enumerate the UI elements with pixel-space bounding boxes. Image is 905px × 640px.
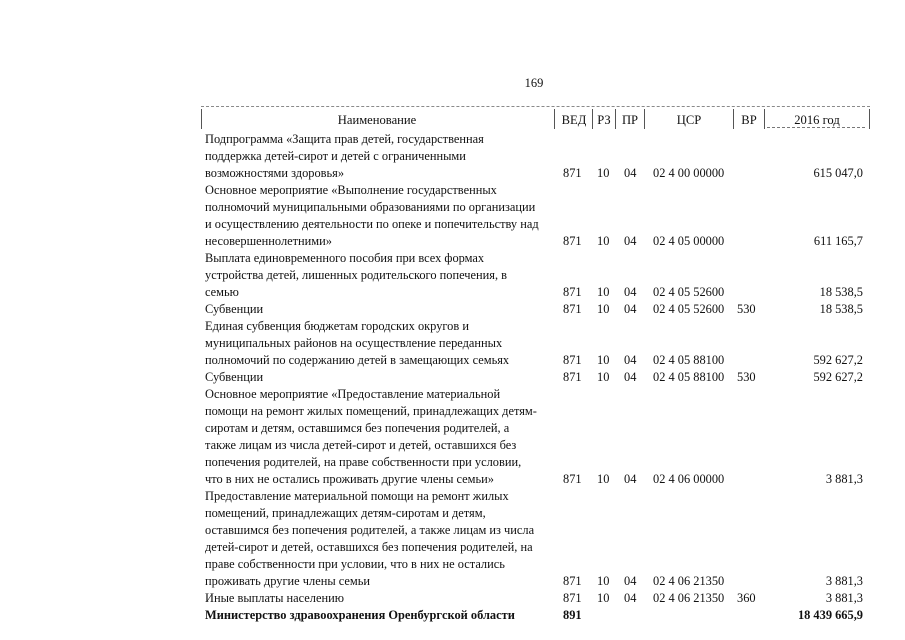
row-name: Предоставление материальной помощи на ремонт жилых помещений, принадлежащих детям-сиротам и детям, оставшимся без попечения родителей, а также лицам из числа детей-сирот и детей, оставшихся без попечения родителей, на праве собственности при условии, что в них не остались проживать другие члены семьи [205,489,535,588]
row-pr: 04 [624,302,637,316]
row-rz: 10 [597,302,610,316]
row-rz: 10 [597,472,610,486]
row-csr: 02 4 05 52600 [653,302,725,316]
row-sum: 592 627,2 [813,370,863,384]
table-row [201,488,870,590]
row-rz: 10 [597,166,610,180]
page-number: 169 [524,76,544,90]
header-pr: ПР [621,113,639,127]
row-ved: 871 [563,591,582,605]
row-name: Министерство здравоохранения Оренбургской области [205,608,515,622]
row-pr: 04 [624,353,637,367]
row-sum: 3 881,3 [825,472,863,486]
row-csr: 02 4 06 21350 [653,591,725,605]
row-name: Субвенции [205,302,264,316]
row-sum: 3 881,3 [825,591,863,605]
table-row [201,182,870,250]
budget-table [201,106,870,624]
row-sum: 615 047,0 [813,166,863,180]
table-header [201,106,870,131]
row-rz: 10 [597,353,610,367]
row-name: Иные выплаты населению [205,591,344,605]
header-year: 2016 год [794,113,840,127]
row-csr: 02 4 05 88100 [653,353,725,367]
table-row-total [201,607,870,624]
row-ved: 871 [563,302,582,316]
row-csr: 02 4 05 00000 [653,234,725,248]
table-row [201,131,870,182]
row-pr: 04 [624,370,637,384]
row-csr: 02 4 06 00000 [653,472,725,486]
row-rz: 10 [597,285,610,299]
header-ved: ВЕД [561,113,587,127]
row-sum: 3 881,3 [825,574,863,588]
row-csr: 02 4 05 52600 [653,285,725,299]
header-separator [554,109,555,129]
row-csr: 02 4 00 00000 [653,166,725,180]
row-pr: 04 [624,472,637,486]
table-row [201,318,870,369]
row-ved: 871 [563,166,582,180]
row-pr: 04 [624,166,637,180]
row-ved: 891 [563,608,582,622]
row-sum: 18 439 665,9 [797,608,863,622]
header-name: Наименование [337,113,417,127]
row-sum: 18 538,5 [819,285,863,299]
row-sum: 18 538,5 [819,302,863,316]
row-name: Единая субвенция бюджетам городских округов и муниципальных районов на осуществление переданных полномочий по содержанию детей в замещающих семьях [205,319,510,367]
row-pr: 04 [624,574,637,588]
table-row [201,590,870,607]
row-ved: 871 [563,285,582,299]
row-sum: 592 627,2 [813,353,863,367]
row-rz: 10 [597,234,610,248]
row-vr: 360 [737,591,756,605]
row-ved: 871 [563,472,582,486]
table-row [201,301,870,318]
row-pr: 04 [624,234,637,248]
row-ved: 871 [563,370,582,384]
row-rz: 10 [597,370,610,384]
header-separator [869,109,870,129]
row-ved: 871 [563,353,582,367]
table-row [201,369,870,386]
row-rz: 10 [597,591,610,605]
row-pr: 04 [624,591,637,605]
row-pr: 04 [624,285,637,299]
row-name: Подпрограмма «Защита прав детей, государственная поддержка детей-сирот и детей с ограниченными возможностями здоровья» [205,132,484,180]
row-name: Основное мероприятие «Предоставление материальной помощи на ремонт жилых помещений, принадлежащих детям- сиротам и детям, оставшимся без попечения родителей, а также лицам из числа детей-сирот и детей, оставшихся без попечения родителей, на праве собственности при условии, что в них не остались проживать другие члены семьи» [205,387,537,486]
row-ved: 871 [563,574,582,588]
row-name: Основное мероприятие «Выполнение государственных полномочий муниципальными образованиями по организации и осуществлению деятельности по опеке и попечительству над несовершеннолетними» [205,183,539,248]
row-name: Субвенции [205,370,264,384]
row-csr: 02 4 05 88100 [653,370,725,384]
table-row [201,250,870,301]
header-csr: ЦСР [676,113,702,127]
row-rz: 10 [597,574,610,588]
header-rz: РЗ [597,113,611,127]
row-sum: 611 165,7 [813,234,863,248]
row-name: Выплата единовременного пособия при всех формах устройства детей, лишенных родительского попечения, в семью [205,251,508,299]
row-vr: 530 [737,302,756,316]
row-vr: 530 [737,370,756,384]
header-vr: ВР [741,113,757,127]
row-ved: 871 [563,234,582,248]
row-csr: 02 4 06 21350 [653,574,725,588]
header-underline [767,127,865,128]
table-row [201,386,870,488]
